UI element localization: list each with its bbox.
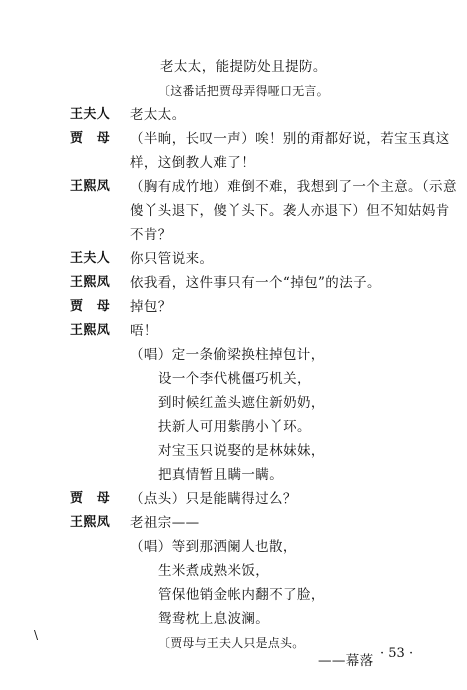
speaker-label: 贾 母 [70, 491, 111, 506]
song-line: 把真情暂且瞒一瞒。 [158, 467, 284, 483]
speaker-label: 王熙凤 [70, 275, 111, 290]
speaker-label: 王夫人 [70, 251, 111, 266]
dialogue-line: 唔！ [130, 323, 158, 339]
song-line: 扶新人可用紫鹃小丫环。 [158, 419, 311, 435]
speaker-label: 王熙凤 [70, 515, 111, 530]
dialogue-line: 你只管说来。 [130, 251, 214, 267]
speaker-label: 贾 母 [70, 131, 111, 146]
dialogue-line: 依我看，这件事只有一个“掉包”的法子。 [130, 275, 381, 291]
dialogue-line: 不肯？ [130, 227, 172, 243]
dialogue-line: 掉包？ [130, 299, 172, 315]
curtain-call: ——幕落 [318, 653, 374, 669]
dialogue-continuation: 老太太，能提防处且提防。 [160, 59, 327, 75]
dialogue-line: （半晌，长叹一声）唉！别的甭都好说，若宝玉真这 [130, 131, 450, 147]
speaker-label: 王熙凤 [70, 179, 111, 194]
song-line: 生米煮成熟米饭， [158, 563, 270, 579]
dialogue-line: （点头）只是能瞒得过么？ [130, 491, 297, 507]
song-line: 管保他销金帐内翻不了脸， [158, 587, 325, 603]
stage-direction: 〔这番话把贾母弄得哑口无言。 [158, 84, 329, 98]
song-line: 对宝玉只说娶的是林妹妹， [158, 443, 325, 459]
dialogue-line: 傻丫头退下，傻丫头下。袭人亦退下）但不知姑妈肯 [130, 203, 450, 219]
margin-mark: \ [34, 628, 39, 642]
dialogue-line: 样，这倒教人难了！ [130, 155, 256, 171]
dialogue-line: 老祖宗—— [130, 515, 200, 531]
song-line: （唱）定一条偷梁换柱掉包计， [130, 347, 325, 363]
song-line: （唱）等到那洒阑人也散， [130, 539, 297, 555]
song-line: 设一个李代桃僵巧机关， [158, 371, 311, 387]
dialogue-line: 老太太。 [130, 107, 186, 123]
speaker-label: 王夫人 [70, 107, 111, 122]
song-line: 鸳鸯枕上息波澜。 [158, 611, 270, 627]
song-line: 到时候红盖头遮住新奶奶， [158, 395, 325, 411]
page-number: · 53 · [380, 646, 414, 661]
speaker-label: 贾 母 [70, 299, 111, 314]
speaker-label: 王熙凤 [70, 323, 111, 338]
stage-direction: 〔贾母与王夫人只是点头。 [158, 636, 305, 650]
dialogue-line: （胸有成竹地）难倒不难，我想到了一个主意。（示意 [130, 179, 457, 195]
